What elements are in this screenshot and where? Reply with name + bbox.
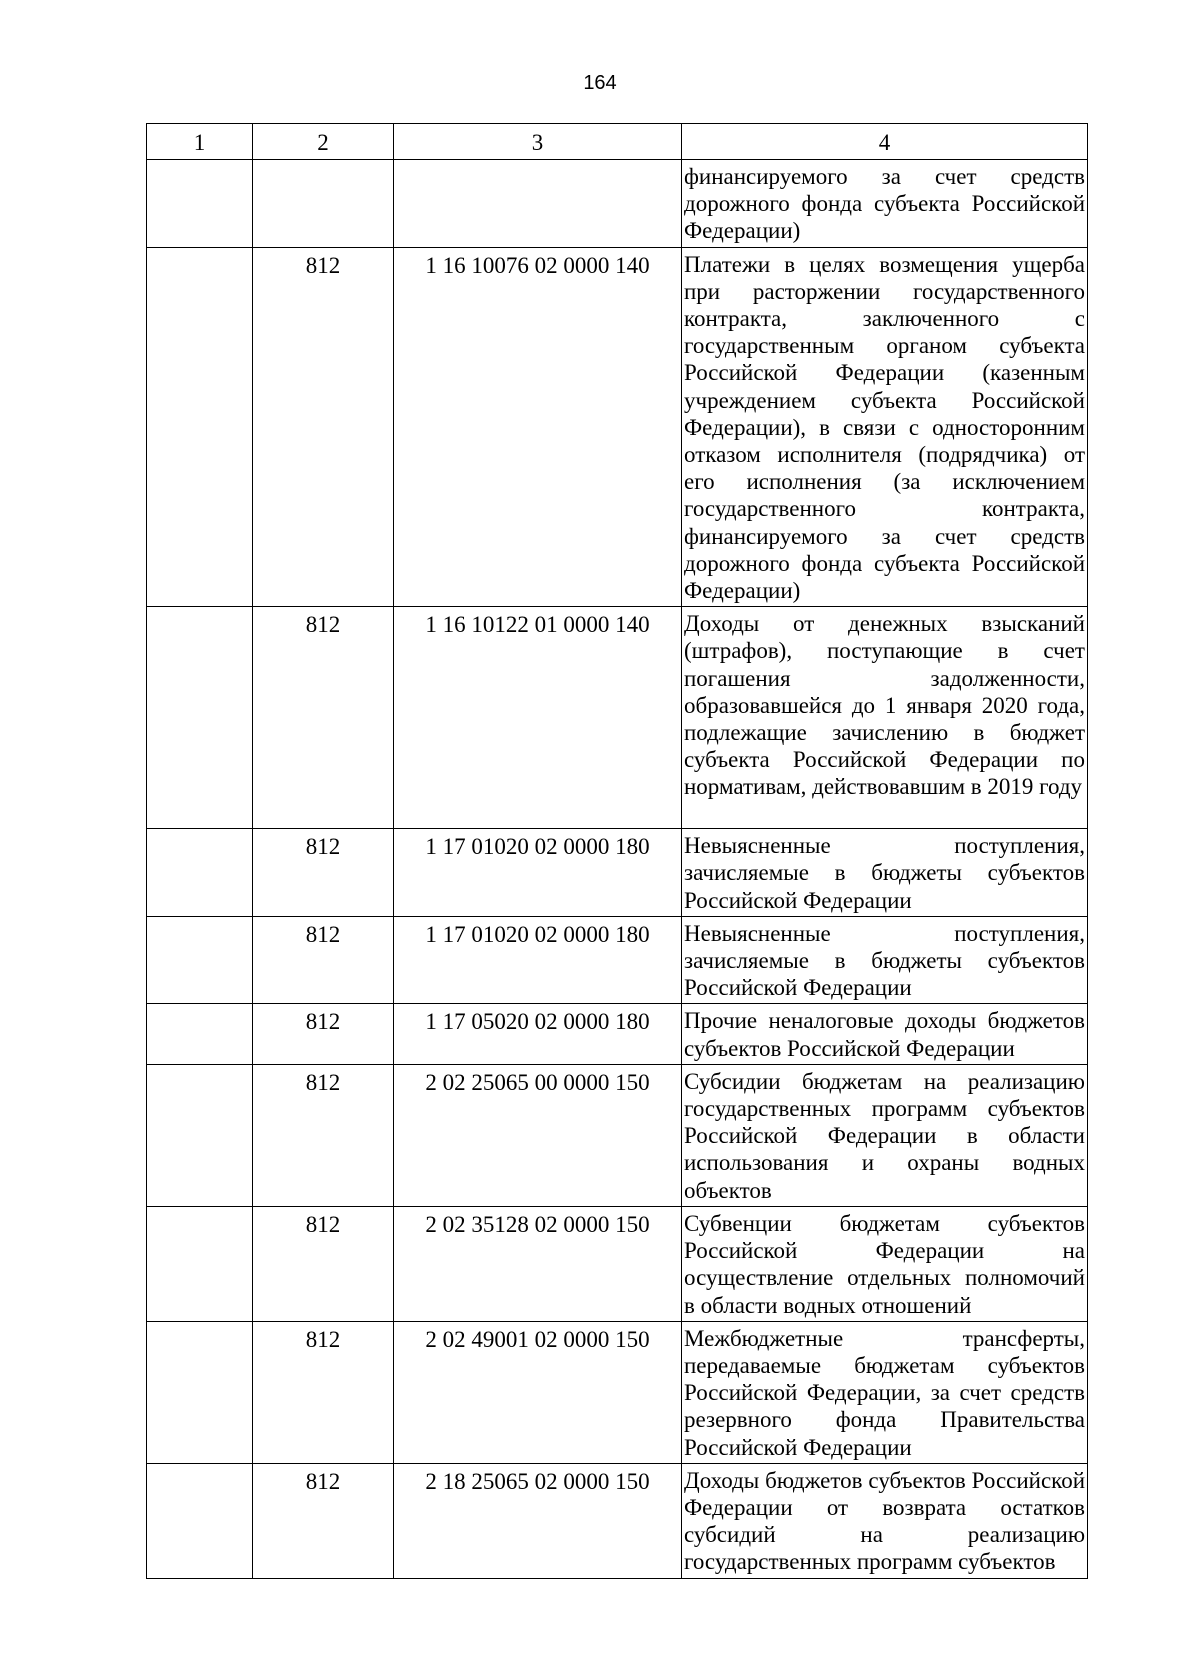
header-col-1: 1 bbox=[147, 124, 253, 160]
header-col-4: 4 bbox=[682, 124, 1088, 160]
row-description: финансируемого за счет средств дорожного фонда субъекта Российской Федерации) bbox=[682, 160, 1088, 248]
row-description: Невыясненные поступления, зачисляемые в бюджеты субъектов Российской Федерации bbox=[682, 829, 1088, 917]
row-admin-code: 812 bbox=[253, 1321, 394, 1463]
header-col-2: 2 bbox=[253, 124, 394, 160]
row-description: Платежи в целях возмещения ущерба при расторжении государственного контракта, заключенного с государственным органом субъекта Российской Федерации (казенным учреждением субъекта Российской Федерации), в связи с односторонним отказом исполнителя (подрядчика) от его исполнения (за исключением государственного контракта, финансируемого за счет средств дорожного фонда субъекта Российской Федерации) bbox=[682, 247, 1088, 607]
row-col-1 bbox=[147, 829, 253, 917]
row-description: Субсидии бюджетам на реализацию государственных программ субъектов Российской Федерации в области использования и охраны водных объектов bbox=[682, 1064, 1088, 1206]
row-budget-code: 1 17 05020 02 0000 180 bbox=[394, 1004, 682, 1064]
revenue-codes-table bbox=[146, 123, 1088, 1579]
row-admin-code: 812 bbox=[253, 916, 394, 1004]
table-row bbox=[147, 1463, 1088, 1578]
table-row bbox=[147, 1206, 1088, 1321]
row-description: Невыясненные поступления, зачисляемые в бюджеты субъектов Российской Федерации bbox=[682, 916, 1088, 1004]
row-admin-code: 812 bbox=[253, 829, 394, 917]
row-admin-code: 812 bbox=[253, 607, 394, 829]
table-row bbox=[147, 247, 1088, 607]
row-budget-code: 2 18 25065 02 0000 150 bbox=[394, 1463, 682, 1578]
row-budget-code: 2 02 25065 00 0000 150 bbox=[394, 1064, 682, 1206]
row-col-1 bbox=[147, 1064, 253, 1206]
row-budget-code: 2 02 35128 02 0000 150 bbox=[394, 1206, 682, 1321]
table-row bbox=[147, 829, 1088, 917]
row-budget-code: 1 17 01020 02 0000 180 bbox=[394, 829, 682, 917]
row-admin-code bbox=[253, 160, 394, 248]
page-number: 164 bbox=[583, 72, 617, 94]
table-row bbox=[147, 160, 1088, 248]
row-budget-code: 1 16 10076 02 0000 140 bbox=[394, 247, 682, 607]
row-description: Доходы от денежных взысканий (штрафов), поступающие в счет погашения задолженности, образовавшейся до 1 января 2020 года, подлежащие зачислению в бюджет субъекта Российской Федерации по нормативам, действовавшим в 2019 году bbox=[682, 607, 1088, 829]
table-row bbox=[147, 916, 1088, 1004]
row-col-1 bbox=[147, 1463, 253, 1578]
row-admin-code: 812 bbox=[253, 247, 394, 607]
table-row bbox=[147, 1004, 1088, 1064]
row-description: Доходы бюджетов субъектов Российской Федерации от возврата остатков субсидий на реализацию государственных программ субъектов bbox=[682, 1463, 1088, 1578]
table-row bbox=[147, 607, 1088, 829]
row-budget-code: 1 17 01020 02 0000 180 bbox=[394, 916, 682, 1004]
row-budget-code bbox=[394, 160, 682, 248]
table-row bbox=[147, 1064, 1088, 1206]
row-description: Прочие неналоговые доходы бюджетов субъектов Российской Федерации bbox=[682, 1004, 1088, 1064]
row-admin-code: 812 bbox=[253, 1206, 394, 1321]
row-col-1 bbox=[147, 916, 253, 1004]
row-description: Субвенции бюджетам субъектов Российской Федерации на осуществление отдельных полномочий в области водных отношений bbox=[682, 1206, 1088, 1321]
row-budget-code: 2 02 49001 02 0000 150 bbox=[394, 1321, 682, 1463]
row-col-1 bbox=[147, 607, 253, 829]
row-admin-code: 812 bbox=[253, 1463, 394, 1578]
row-col-1 bbox=[147, 1321, 253, 1463]
row-admin-code: 812 bbox=[253, 1064, 394, 1206]
row-budget-code: 1 16 10122 01 0000 140 bbox=[394, 607, 682, 829]
row-description: Межбюджетные трансферты, передаваемые бюджетам субъектов Российской Федерации, за счет средств резервного фонда Правительства Российской Федерации bbox=[682, 1321, 1088, 1463]
table-row bbox=[147, 1321, 1088, 1463]
row-col-1 bbox=[147, 1004, 253, 1064]
header-col-3: 3 bbox=[394, 124, 682, 160]
table-header-row bbox=[147, 124, 1088, 160]
row-col-1 bbox=[147, 247, 253, 607]
row-admin-code: 812 bbox=[253, 1004, 394, 1064]
row-col-1 bbox=[147, 160, 253, 248]
row-col-1 bbox=[147, 1206, 253, 1321]
